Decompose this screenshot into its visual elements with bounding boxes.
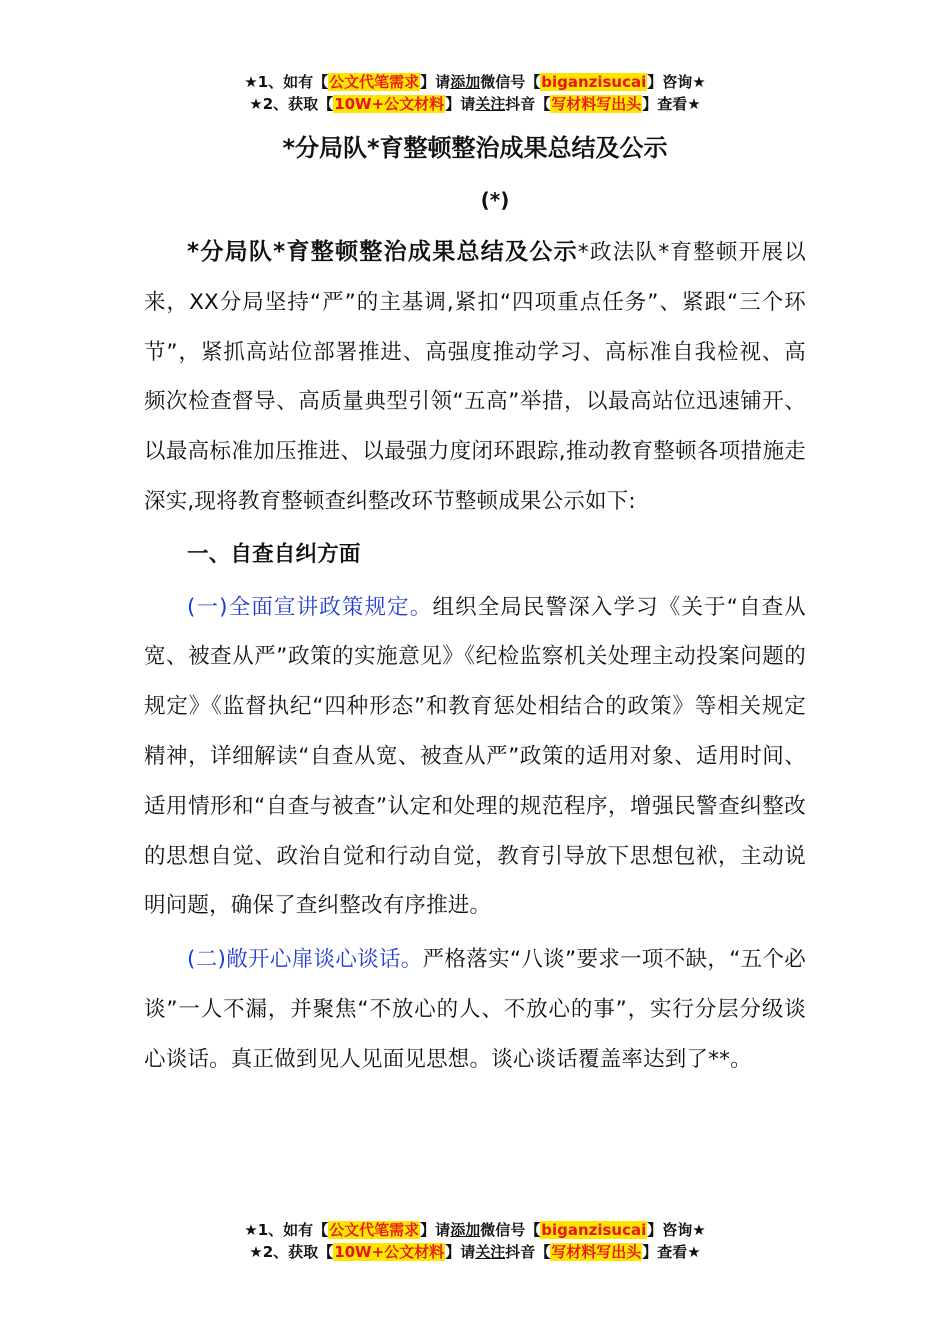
document-body (144, 228, 806, 1085)
header-banner (0, 71, 950, 115)
lead-paragraph (144, 228, 806, 527)
highlight-douyin-id: 写材料写出头 (551, 95, 642, 113)
section-heading: 一、自查自纠方面 (187, 541, 361, 567)
highlight-service: 公文代笔需求 (329, 73, 420, 91)
highlight-materials: 10W+公文材料 (334, 1243, 445, 1261)
page-title: *分局队*育整顿整治成果总结及公示 (282, 134, 668, 162)
paragraph-item-2 (144, 935, 806, 1084)
lead-title: *分局队*育整顿整治成果总结及公示 (187, 239, 578, 265)
page-subtitle: (*) (480, 188, 510, 212)
paragraph-item-1 (144, 583, 806, 932)
item-1-text: 组织全局民警深入学习《关于“自查从宽、被查从严”政策的实施意见》《纪检监察机关处理主动投案问题的规定》《监督执纪“四种形态”和教育惩处相结合的政策》等相关规定精神，详细解读“自查从宽、被查从严”政策的适用对象、适用时间、适用情形和“自查与被查”认定和处理的规范程序，增强民警查纠整改的思想自觉、政治自觉和行动自觉，教育引导放下思想包袱，主动说明问题，确保了查纠整改有序推进。 (144, 594, 806, 919)
item-1-title: (一)全面宣讲政策规定。 (187, 594, 433, 620)
highlight-douyin-id: 写材料写出头 (551, 1243, 642, 1261)
highlight-wechat-id: biganzisucai (541, 1221, 647, 1239)
banner-line-1: ★1、如有【公文代笔需求】请添加微信号【biganzisucai】咨询★ (244, 1221, 706, 1239)
banner-line-1: ★1、如有【公文代笔需求】请添加微信号【biganzisucai】咨询★ (244, 73, 706, 91)
highlight-service: 公文代笔需求 (329, 1221, 420, 1239)
banner-line-2: ★2、获取【10W+公文材料】请关注抖音【写材料写出头】查看★ (249, 95, 701, 113)
highlight-materials: 10W+公文材料 (334, 95, 445, 113)
banner-line-2: ★2、获取【10W+公文材料】请关注抖音【写材料写出头】查看★ (249, 1243, 701, 1261)
highlight-wechat-id: biganzisucai (541, 73, 647, 91)
item-2-title: (二)敞开心扉谈心谈话。 (187, 947, 423, 973)
lead-text: *政法队*育整顿开展以来，XX分局坚持“严”的主基调,紧扣“四项重点任务”、紧跟“三个环节”，紧抓高站位部署推进、高强度推动学习、高标准自我检视、高频次检查督导、高质量典型引领“五高”举措，以最高站位迅速铺开、以最高标准加压推进、以最强力度闭环跟踪,推动教育整顿各项措施走深实,现将教育整顿查纠整改环节整顿成果公示如下: (144, 240, 806, 514)
footer-banner (0, 1219, 950, 1263)
item-2-text: 严格落实“八谈”要求一项不缺，“五个必谈”一人不漏，并聚焦“不放心的人、不放心的事”，实行分层分级谈心谈话。真正做到见人见面见思想。谈心谈话覆盖率达到了**。 (144, 947, 806, 1072)
